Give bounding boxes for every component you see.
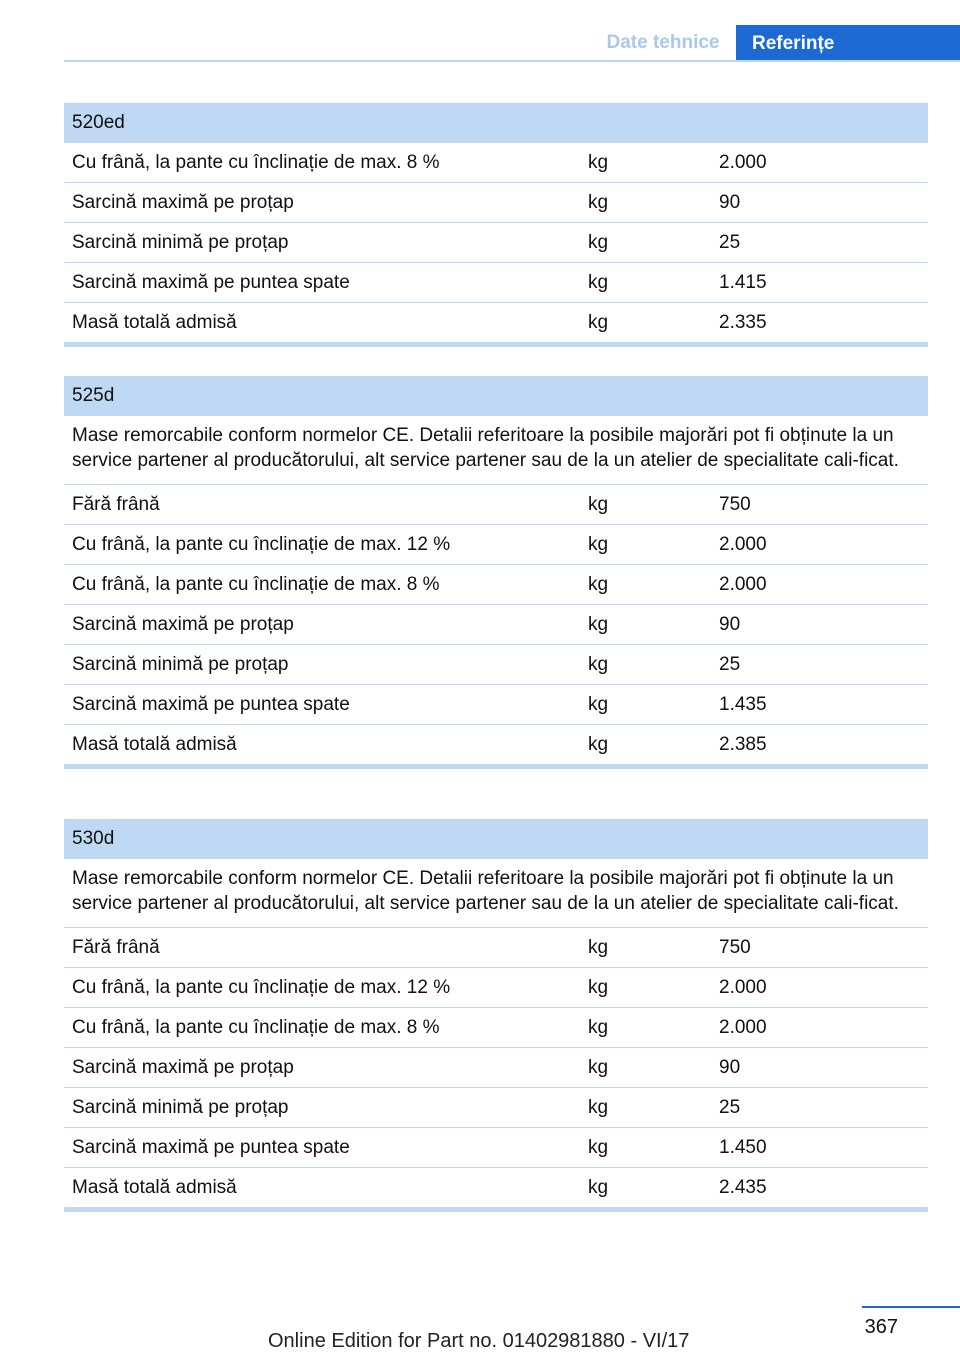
table-title: 520ed xyxy=(64,103,928,143)
table-row xyxy=(64,1008,928,1048)
page-number-rule xyxy=(862,1306,960,1308)
header-active-tab[interactable]: Referințe xyxy=(736,25,960,62)
row-unit: kg xyxy=(588,534,609,555)
table-row xyxy=(64,1048,928,1088)
row-label: Cu frână, la pante cu înclinație de max. 8 % xyxy=(72,152,440,173)
table-row xyxy=(64,645,928,685)
table-row xyxy=(64,605,928,645)
row-label: Sarcină minimă pe proțap xyxy=(72,232,289,253)
row-label: Sarcină minimă pe proțap xyxy=(72,1097,289,1118)
row-value: 25 xyxy=(719,232,741,253)
spec-table-530d xyxy=(64,819,928,1212)
row-value: 90 xyxy=(719,1057,741,1078)
row-label: Sarcină minimă pe proțap xyxy=(72,654,289,675)
row-value: 2.385 xyxy=(719,734,767,755)
table-row xyxy=(64,1128,928,1168)
row-unit: kg xyxy=(588,494,609,515)
table-title: 530d xyxy=(64,819,928,859)
row-unit: kg xyxy=(588,937,609,958)
row-value: 750 xyxy=(719,494,751,515)
table-end-rule xyxy=(64,1207,928,1212)
row-unit: kg xyxy=(588,654,609,675)
row-label: Sarcină maximă pe puntea spate xyxy=(72,694,350,715)
table-row xyxy=(64,485,928,525)
row-label: Fără frână xyxy=(72,937,160,958)
table-end-rule xyxy=(64,342,928,347)
row-value: 1.415 xyxy=(719,272,767,293)
row-unit: kg xyxy=(588,192,609,213)
row-value: 750 xyxy=(719,937,751,958)
table-row xyxy=(64,143,928,183)
row-unit: kg xyxy=(588,1057,609,1078)
row-label: Sarcină maximă pe proțap xyxy=(72,614,294,635)
row-unit: kg xyxy=(588,1017,609,1038)
row-unit: kg xyxy=(588,312,609,333)
row-label: Fără frână xyxy=(72,494,160,515)
row-unit: kg xyxy=(588,1177,609,1198)
spec-table-525d xyxy=(64,376,928,769)
row-unit: kg xyxy=(588,977,609,998)
row-value: 2.000 xyxy=(719,152,767,173)
table-body xyxy=(64,928,928,1207)
table-row xyxy=(64,263,928,303)
row-unit: kg xyxy=(588,694,609,715)
row-value: 1.435 xyxy=(719,694,767,715)
table-note: Mase remorcabile conform normelor CE. Detalii referitoare la posibile majorări pot fi obținute la un service partener al producătorului, alt service partener sau de la un atelier de specialitate cali-ficat. xyxy=(64,416,928,485)
row-value: 25 xyxy=(719,654,741,675)
header-rule xyxy=(64,60,960,62)
table-end-rule xyxy=(64,764,928,769)
table-row xyxy=(64,223,928,263)
row-value: 90 xyxy=(719,192,741,213)
row-value: 1.450 xyxy=(719,1137,767,1158)
table-row xyxy=(64,565,928,605)
row-unit: kg xyxy=(588,734,609,755)
row-value: 2.435 xyxy=(719,1177,767,1198)
row-label: Cu frână, la pante cu înclinație de max. 8 % xyxy=(72,1017,440,1038)
row-value: 2.000 xyxy=(719,977,767,998)
row-label: Masă totală admisă xyxy=(72,734,237,755)
table-row xyxy=(64,183,928,223)
table-body xyxy=(64,485,928,764)
table-row xyxy=(64,725,928,764)
row-label: Sarcină maximă pe proțap xyxy=(72,1057,294,1078)
row-unit: kg xyxy=(588,152,609,173)
row-label: Cu frână, la pante cu înclinație de max. 8 % xyxy=(72,574,440,595)
row-value: 90 xyxy=(719,614,741,635)
row-value: 2.000 xyxy=(719,1017,767,1038)
table-row xyxy=(64,1088,928,1128)
row-label: Sarcină maximă pe puntea spate xyxy=(72,272,350,293)
row-unit: kg xyxy=(588,232,609,253)
table-body xyxy=(64,143,928,342)
edition-footer: Online Edition for Part no. 01402981880 - VI/17 xyxy=(268,1330,690,1352)
table-row xyxy=(64,303,928,342)
table-title: 525d xyxy=(64,376,928,416)
table-row xyxy=(64,968,928,1008)
row-label: Cu frână, la pante cu înclinație de max. 12 % xyxy=(72,977,451,998)
row-unit: kg xyxy=(588,574,609,595)
row-value: 25 xyxy=(719,1097,741,1118)
row-value: 2.335 xyxy=(719,312,767,333)
row-label: Cu frână, la pante cu înclinație de max. 12 % xyxy=(72,534,451,555)
row-label: Sarcină maximă pe proțap xyxy=(72,192,294,213)
row-value: 2.000 xyxy=(719,534,767,555)
table-row xyxy=(64,1168,928,1207)
table-note: Mase remorcabile conform normelor CE. Detalii referitoare la posibile majorări pot fi obținute la un service partener al producătorului, alt service partener sau de la un atelier de specialitate cali-ficat. xyxy=(64,859,928,928)
table-row xyxy=(64,685,928,725)
row-label: Sarcină maximă pe puntea spate xyxy=(72,1137,350,1158)
spec-table-520ed xyxy=(64,103,928,347)
header-section-tab[interactable]: Date tehnice xyxy=(606,32,720,53)
page-number: 367 xyxy=(864,1316,898,1338)
row-label: Masă totală admisă xyxy=(72,312,237,333)
row-unit: kg xyxy=(588,1137,609,1158)
row-unit: kg xyxy=(588,272,609,293)
row-value: 2.000 xyxy=(719,574,767,595)
table-row xyxy=(64,928,928,968)
row-unit: kg xyxy=(588,614,609,635)
row-label: Masă totală admisă xyxy=(72,1177,237,1198)
table-row xyxy=(64,525,928,565)
row-unit: kg xyxy=(588,1097,609,1118)
